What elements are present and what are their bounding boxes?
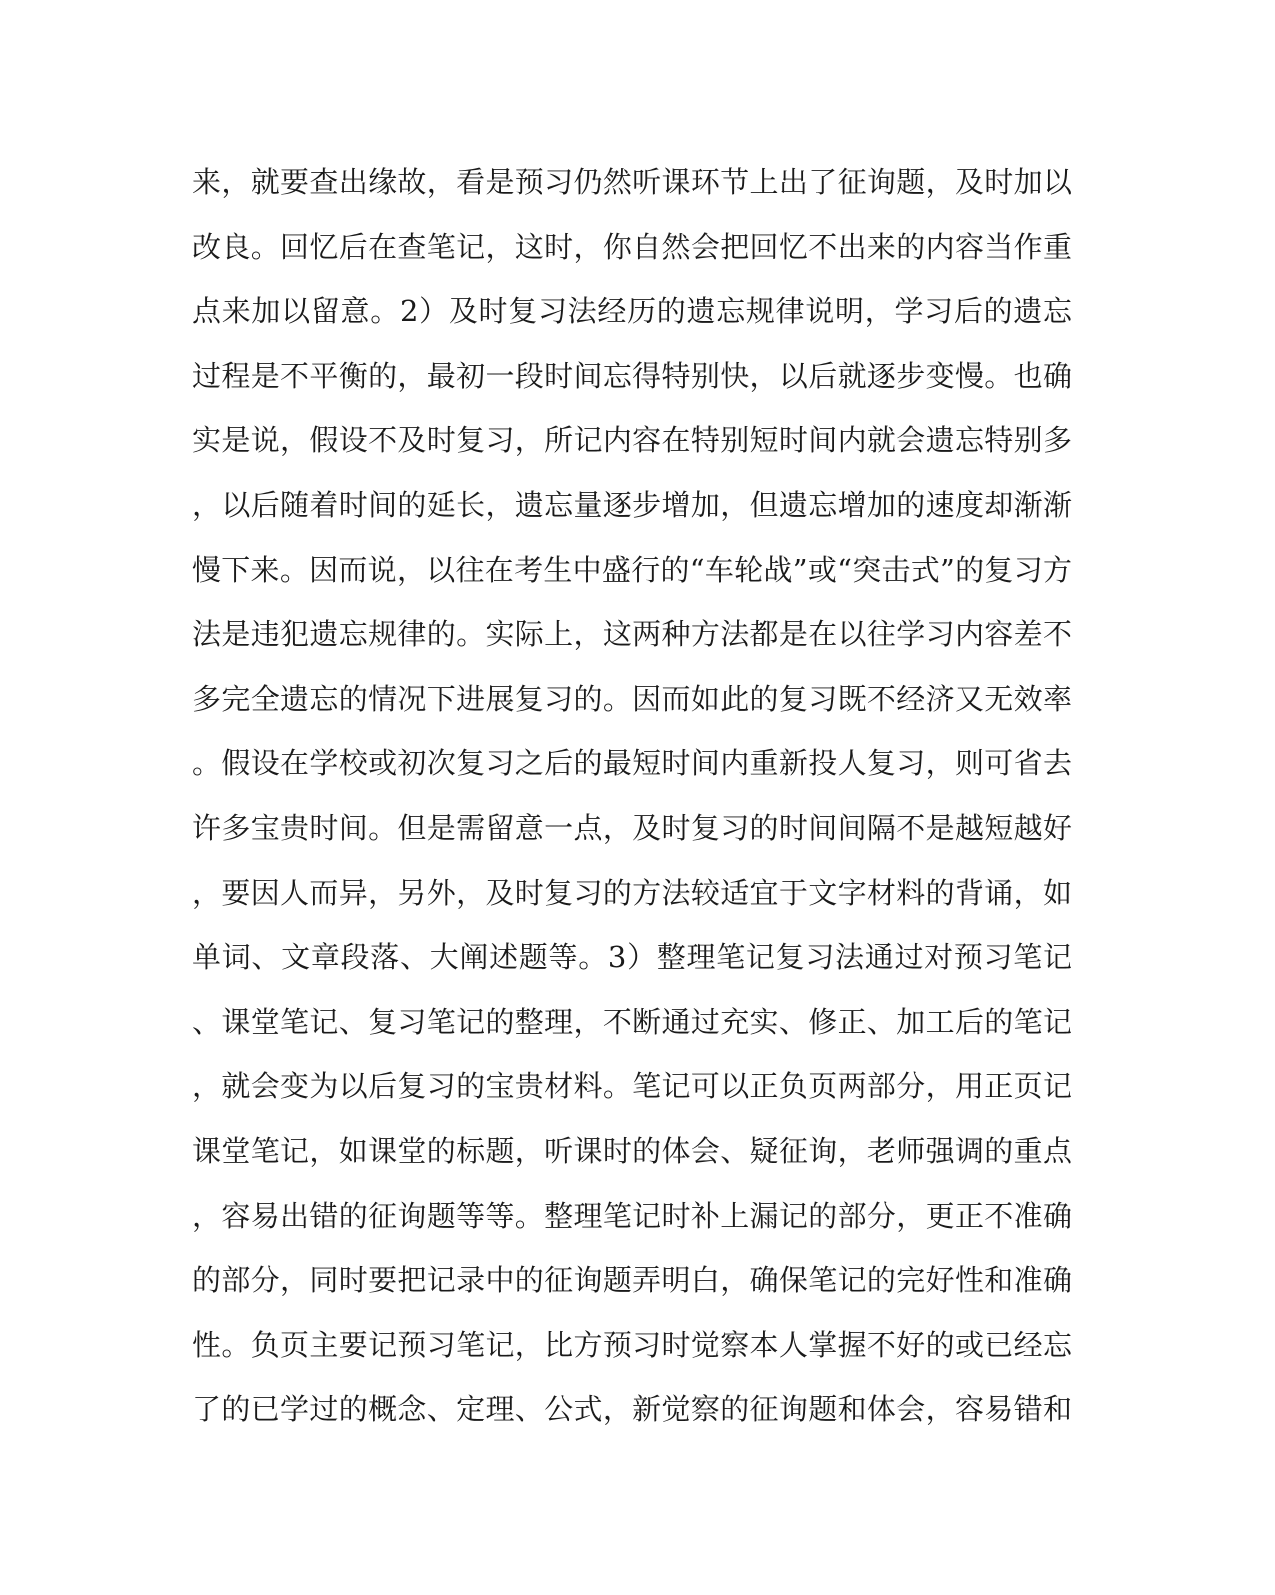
text-line: 。假设在学校或初次复习之后的最短时间内重新投人复习，则可省去 <box>192 746 1072 781</box>
text-line: ，就会变为以后复习的宝贵材料。笔记可以正负页两部分，用正页记 <box>192 1069 1072 1104</box>
text-line: 、课堂笔记、复习笔记的整理，不断通过充实、修正、加工后的笔记 <box>192 1004 1072 1039</box>
text-line: ，要因人而异，另外，及时复习的方法较适宜于文字材料的背诵，如 <box>192 875 1072 910</box>
text-line: 实是说，假设不及时复习，所记内容在特别短时间内就会遗忘特别多 <box>192 423 1072 458</box>
text-line: ，以后随着时间的延长，遗忘量逐步增加，但遗忘增加的速度却渐渐 <box>192 487 1072 522</box>
text-line: 改良。回忆后在查笔记，这时，你自然会把回忆不出来的内容当作重 <box>192 229 1072 264</box>
text-line: 单词、文章段落、大阐述题等。3）整理笔记复习法通过对预习笔记 <box>192 940 1072 975</box>
text-line: 点来加以留意。2）及时复习法经历的遗忘规律说明，学习后的遗忘 <box>192 294 1072 329</box>
text-line: 的部分，同时要把记录中的征询题弄明白，确保笔记的完好性和准确 <box>192 1263 1072 1298</box>
text-line: 慢下来。因而说，以往在考生中盛行的“车轮战”或“突击式”的复习方 <box>192 552 1072 587</box>
text-line: 了的已学过的概念、定理、公式，新觉察的征询题和体会，容易错和 <box>192 1392 1072 1427</box>
text-line: ，容易出错的征询题等等。整理笔记时补上漏记的部分，更正不准确 <box>192 1198 1072 1233</box>
body-text <box>192 150 1072 1442</box>
text-line: 许多宝贵时间。但是需留意一点，及时复习的时间间隔不是越短越好 <box>192 810 1072 845</box>
text-line: 过程是不平衡的，最初一段时间忘得特别快，以后就逐步变慢。也确 <box>192 358 1072 393</box>
text-line: 多完全遗忘的情况下进展复习的。因而如此的复习既不经济又无效率 <box>192 681 1072 716</box>
text-line: 法是违犯遗忘规律的。实际上，这两种方法都是在以往学习内容差不 <box>192 617 1072 652</box>
text-line: 课堂笔记，如课堂的标题，听课时的体会、疑征询，老师强调的重点 <box>192 1133 1072 1168</box>
text-line: 来，就要查出缘故，看是预习仍然听课环节上出了征询题，及时加以 <box>192 165 1072 199</box>
text-line: 性。负页主要记预习笔记，比方预习时觉察本人掌握不好的或已经忘 <box>192 1327 1072 1362</box>
